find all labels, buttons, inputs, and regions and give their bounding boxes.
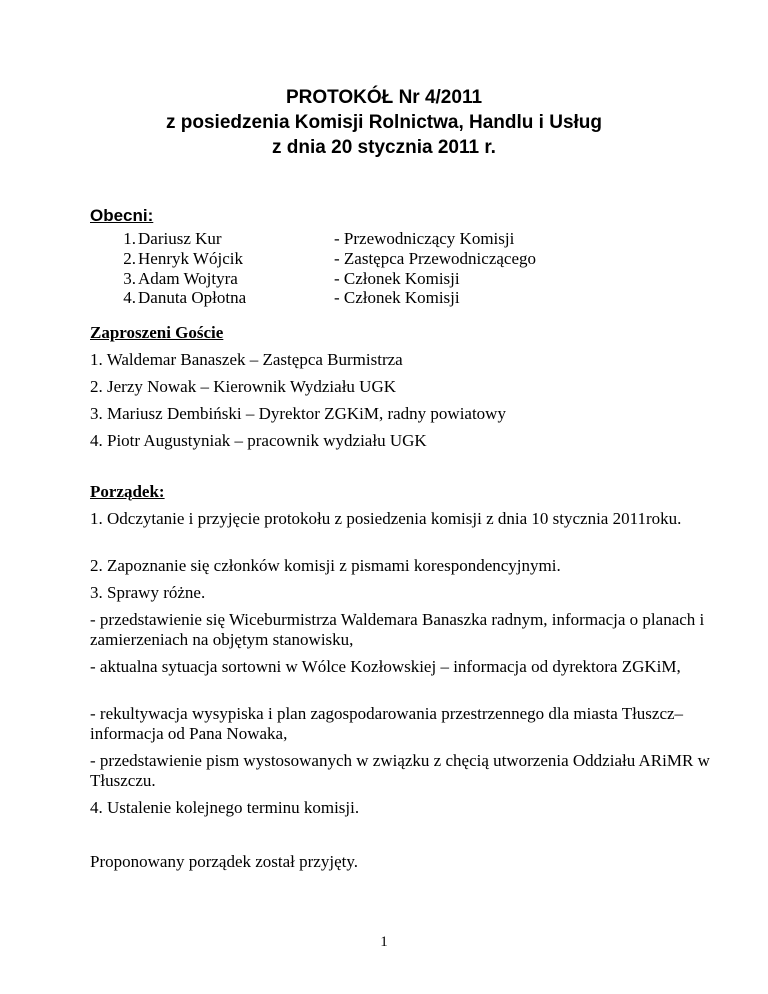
attendee-number: 4.	[123, 288, 136, 307]
guest-item: 1. Waldemar Banaszek – Zastępca Burmistrza	[90, 350, 403, 369]
agenda-subitem: - przedstawienie się Wiceburmistrza Waldemara Banaszka radnym, informacja o planach i zamierzeniach na objętym stanowisku,	[90, 610, 705, 649]
page-number: 1	[380, 934, 388, 950]
attendee-number: 3.	[123, 269, 136, 288]
agenda-subitem: - aktualna sytuacja sortowni w Wólce Kozłowskiej – informacja od dyrektora ZGKiM,	[90, 657, 681, 676]
guests-heading: Zaproszeni Goście	[90, 323, 224, 342]
protocol-number-title: PROTOKÓŁ Nr 4/2011	[285, 87, 483, 108]
attendee-role: - Przewodniczący Komisji	[334, 229, 515, 248]
guest-item: 4. Piotr Augustyniak – pracownik wydziału UGK	[90, 431, 427, 450]
meeting-title: z posiedzenia Komisji Rolnictwa, Handlu i Usług	[166, 112, 602, 133]
attendee-name: Adam Wojtyra	[138, 269, 238, 288]
attendee-role: - Członek Komisji	[334, 269, 460, 288]
attendee-role: - Członek Komisji	[334, 288, 460, 307]
agenda-heading: Porządek:	[90, 482, 165, 501]
attendee-name: Danuta Opłotna	[138, 288, 247, 307]
guest-item: 3. Mariusz Dembiński – Dyrektor ZGKiM, radny powiatowy	[90, 404, 506, 423]
agenda-item: 4. Ustalenie kolejnego terminu komisji.	[90, 798, 360, 817]
attendee-name: Dariusz Kur	[138, 229, 222, 248]
closing-statement: Proponowany porządek został przyjęty.	[90, 852, 358, 871]
attendee-number: 1.	[123, 229, 136, 248]
attendee-name: Henryk Wójcik	[138, 249, 243, 268]
attendee-number: 2.	[123, 249, 136, 268]
agenda-item: 2. Zapoznanie się członków komisji z pismami korespondencyjnymi.	[90, 556, 561, 575]
attendee-role: - Zastępca Przewodniczącego	[334, 249, 536, 268]
attendee-row	[116, 229, 736, 249]
meeting-date-title: z dnia 20 stycznia 2011 r.	[272, 137, 496, 158]
agenda-item: 1. Odczytanie i przyjęcie protokołu z posiedzenia komisji z dnia 10 stycznia 2011roku.	[90, 509, 682, 528]
attendee-row	[116, 288, 736, 308]
agenda-item: 3. Sprawy różne.	[90, 583, 206, 602]
attendees-heading: Obecni:	[90, 206, 154, 225]
guest-item: 2. Jerzy Nowak – Kierownik Wydziału UGK	[90, 377, 397, 396]
attendee-row	[116, 249, 736, 269]
agenda-subitem: - rekultywacja wysypiska i plan zagospodarowania przestrzennego dla miasta Tłuszcz– informacja od Pana Nowaka,	[90, 704, 684, 743]
agenda-subitem: - przedstawienie pism wystosowanych w związku z chęcią utworzenia Oddziału ARiMR w Tłuszczu.	[90, 751, 710, 790]
attendee-row	[116, 269, 736, 289]
